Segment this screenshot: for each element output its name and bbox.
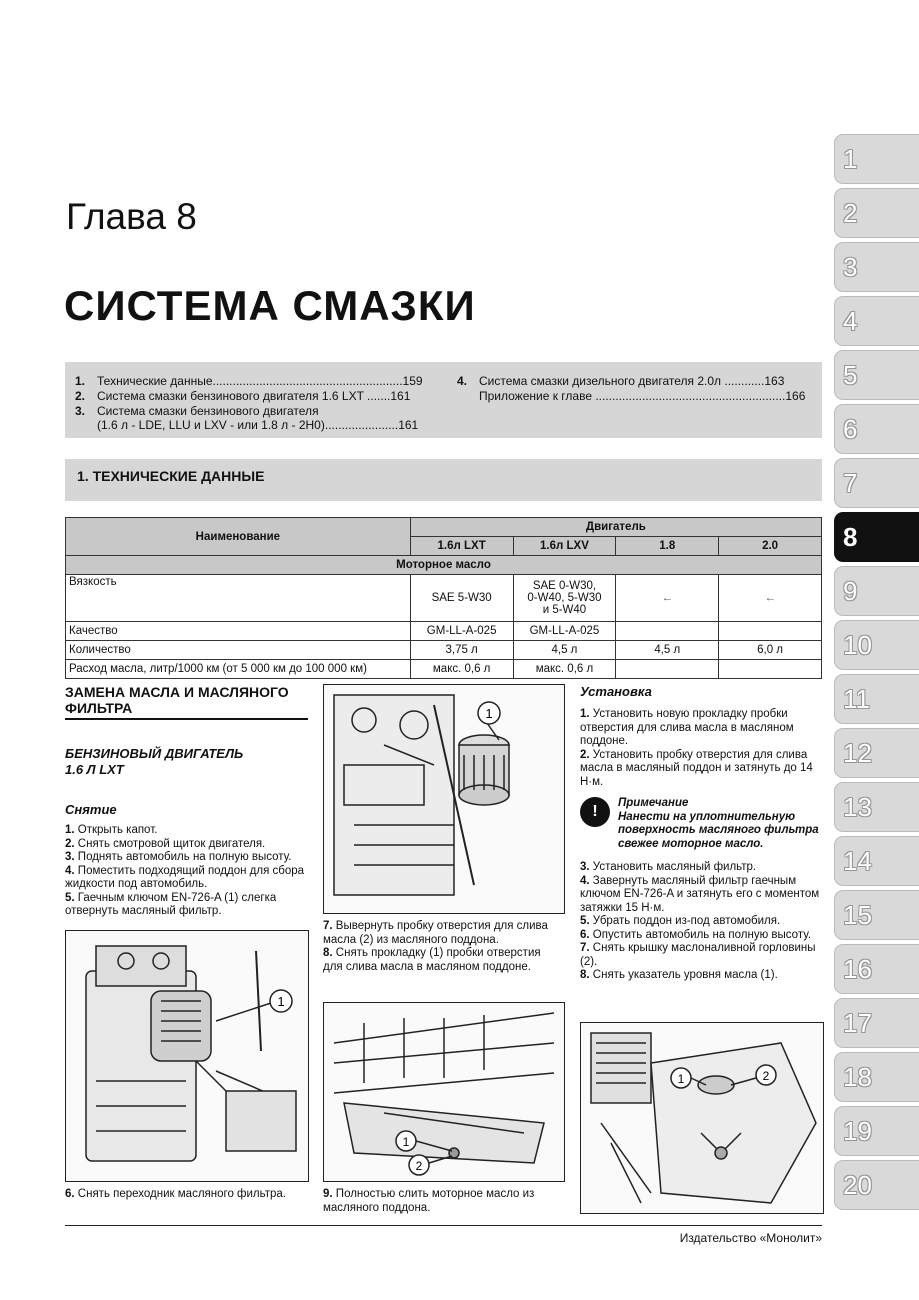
engine-header: 2.0 [719,537,822,556]
cell: GM-LL-A-025 [410,622,513,641]
step-text: Снять прокладку (1) пробки отверстия для слива масла в масляном поддоне. [323,947,541,973]
cell [616,660,719,679]
cell: макс. 0,6 л [513,660,616,679]
cell: GM-LL-A-025 [513,622,616,641]
table-header-engine: Двигатель [410,518,821,537]
step-text: Установить пробку отверстия для слива масла в масляный поддон и затянуть до 14 Н·м. [580,748,813,788]
engine-top-illustration [581,1023,823,1213]
callout-label: 1 [485,706,493,721]
note-icon: ! [580,797,610,827]
toc-item[interactable]: 2. Система смазки бензинового двигателя 1.6 LXT .......161 [75,389,411,403]
procedure-heading: ЗАМЕНА МАСЛА И МАСЛЯНОГО ФИЛЬТРА [65,684,308,720]
drain-steps [323,920,563,974]
cell: 4,5 л [513,641,616,660]
table-row [66,660,822,679]
step-item [580,708,822,749]
chapter-tab-15[interactable]: 15 [834,890,919,940]
step-text: Снять крышку маслоналивной горловины (2). [580,942,816,968]
step-item [323,947,563,974]
step-item [65,838,308,852]
step-number: 8. [323,947,333,959]
column-1 [65,684,308,919]
step-text: Установить масляный фильтр. [592,861,757,873]
toc-item[interactable]: 1. Технические данные.........................................................159 [75,374,423,388]
step-text: Гаечным ключом EN-726-A (1) слегка отвернуть масляный фильтр. [65,891,277,917]
step-item [323,920,563,947]
engine-header: 1.8 [616,537,719,556]
table-of-contents [65,362,822,438]
step-6: 6. Снять переходник масляного фильтра. [65,1188,286,1200]
table-subheader: Моторное масло [66,556,822,575]
chapter-label: Глава 8 [66,196,197,237]
step-text: Поместить подходящий поддон для сбора жидкости под автомобиль. [65,864,305,890]
step-text: Убрать поддон из-под автомобиля. [592,915,781,927]
cell: 3,75 л [410,641,513,660]
cell: 6,0 л [719,641,822,660]
tech-data-table [65,517,822,679]
step-text: Открыть капот. [77,824,158,836]
step-number: 7. [323,920,333,932]
step-number: 4. [580,874,590,887]
step-item [65,851,308,865]
callout-label: 1 [677,1072,685,1086]
chapter-tab-19[interactable]: 19 [834,1106,919,1156]
step-text: Вывернуть пробку отверстия для слива масла (2) из масляного поддона. [323,920,548,946]
engine-illustration [66,931,308,1181]
chapter-tab-6[interactable]: 6 [834,404,919,454]
figure-oil-cap [580,1022,824,1214]
step-item [580,915,822,929]
chapter-tab-8[interactable]: 8 [834,512,919,562]
section-title: 1. ТЕХНИЧЕСКИЕ ДАННЫЕ [77,468,265,484]
chapter-tab-13[interactable]: 13 [834,782,919,832]
chapter-tab-3[interactable]: 3 [834,242,919,292]
chapter-tab-2[interactable]: 2 [834,188,919,238]
step-number: 5. [65,891,75,904]
chapter-tab-9[interactable]: 9 [834,566,919,616]
step-number: 8. [580,969,590,981]
step-text: Поднять автомобиль на полную высоту. [77,851,292,863]
cell: SAE 0-W30, 0-W40, 5-W30 и 5-W40 [513,575,616,622]
step-number: 2. [65,837,75,850]
note-title: Примечание [618,797,689,809]
step-item [580,861,822,875]
cell: ← [616,575,719,622]
chapter-tab-1[interactable]: 1 [834,134,919,184]
engine-header: 1.6л LXT [410,537,513,556]
chapter-tab-17[interactable]: 17 [834,998,919,1048]
cell: ← [719,575,822,622]
cell: 4,5 л [616,641,719,660]
chapter-tab-5[interactable]: 5 [834,350,919,400]
note-text: Нанести на уплотнительную поверхность масляного фильтра свежее моторное масло. [618,810,819,850]
step-item [580,929,822,943]
toc-item[interactable]: Приложение к главе .........................................................166 [479,389,806,403]
step-item [65,892,308,919]
cell [719,660,822,679]
step-text: Завернуть масляный фильтр гаечным ключом EN-726-A и затянуть его с моментом затяжки 15 Н·м. [580,874,820,914]
step-number: 2. [580,748,590,761]
callout-label: 1 [277,994,285,1009]
engine-subheading: БЕНЗИНОВЫЙ ДВИГАТЕЛЬ 1.6 Л LXT [65,746,244,777]
publisher: Издательство «Монолит» [679,1231,822,1245]
cell: макс. 0,6 л [410,660,513,679]
step-item [65,824,308,838]
note-box [580,797,822,851]
step-number: 7. [580,942,590,954]
step-text: Установить новую прокладку пробки отверстия для слива масла в масляном поддоне. [580,708,794,747]
step-item [580,875,822,916]
step-number: 5. [580,915,590,927]
chapter-tab-16[interactable]: 16 [834,944,919,994]
chapter-tab-10[interactable]: 10 [834,620,919,670]
table-row [66,622,822,641]
step-number: 1. [65,824,75,836]
step-item [65,865,308,892]
table-row [66,641,822,660]
step-text: Снять указатель уровня масла (1). [592,969,778,981]
chapter-tab-11[interactable]: 11 [834,674,919,724]
engine-header: 1.6л LXV [513,537,616,556]
toc-item[interactable]: 3. Система смазки бензинового двигателя [75,404,319,418]
install-steps-b [580,861,822,983]
cell [616,622,719,641]
cell: SAE 5-W30 [410,575,513,622]
callout-label: 1 [402,1135,410,1149]
step-number: 4. [65,864,75,877]
table-header-name: Наименование [66,518,411,556]
install-steps-a [580,708,822,789]
chapter-tab-12[interactable]: 12 [834,728,919,778]
figure-oil-filter-closeup [323,684,565,914]
chapter-tab-4[interactable]: 4 [834,296,919,346]
step-number: 6. [580,928,590,941]
chapter-tab-18[interactable]: 18 [834,1052,919,1102]
footer-rule [65,1225,822,1226]
chapter-tab-20[interactable]: 20 [834,1160,919,1210]
row-name: Расход масла, литр/1000 км (от 5 000 км до 100 000 км) [66,660,411,679]
step-text: Опустить автомобиль на полную высоту. [592,928,812,941]
table-row [66,575,822,622]
column-3 [580,684,822,983]
chapter-title: СИСТЕМА СМАЗКИ [64,282,476,329]
row-name: Количество [66,641,411,660]
step-number: 3. [580,861,590,873]
row-name: Вязкость [66,575,411,622]
cell [719,622,822,641]
step-text: Снять смотровой щиток двигателя. [77,837,266,850]
callout-label: 2 [415,1159,423,1173]
step-item [580,749,822,790]
step-9: 9. Полностью слить моторное масло из масляного поддона. [323,1188,535,1214]
removal-steps [65,824,308,919]
install-heading: Установка [580,684,652,699]
section-header [65,459,822,501]
step-number: 1. [580,708,590,720]
toc-item[interactable]: (1.6 л - LDE, LLU и LXV - или 1.8 л - 2H0)......................161 [97,418,419,432]
step-item [580,942,822,969]
toc-item[interactable]: 4. Система смазки дизельного двигателя 2.0л ............163 [457,374,785,388]
oil-pan-illustration [324,1003,564,1181]
row-name: Качество [66,622,411,641]
removal-heading: Снятие [65,802,117,817]
figure-oil-filter [65,930,309,1182]
chapter-tab-14[interactable]: 14 [834,836,919,886]
step-number: 3. [65,851,75,863]
figure-drain-plug [323,1002,565,1182]
filter-illustration [324,685,564,913]
callout-label: 2 [762,1069,770,1083]
step-item [580,969,822,983]
chapter-tab-7[interactable]: 7 [834,458,919,508]
